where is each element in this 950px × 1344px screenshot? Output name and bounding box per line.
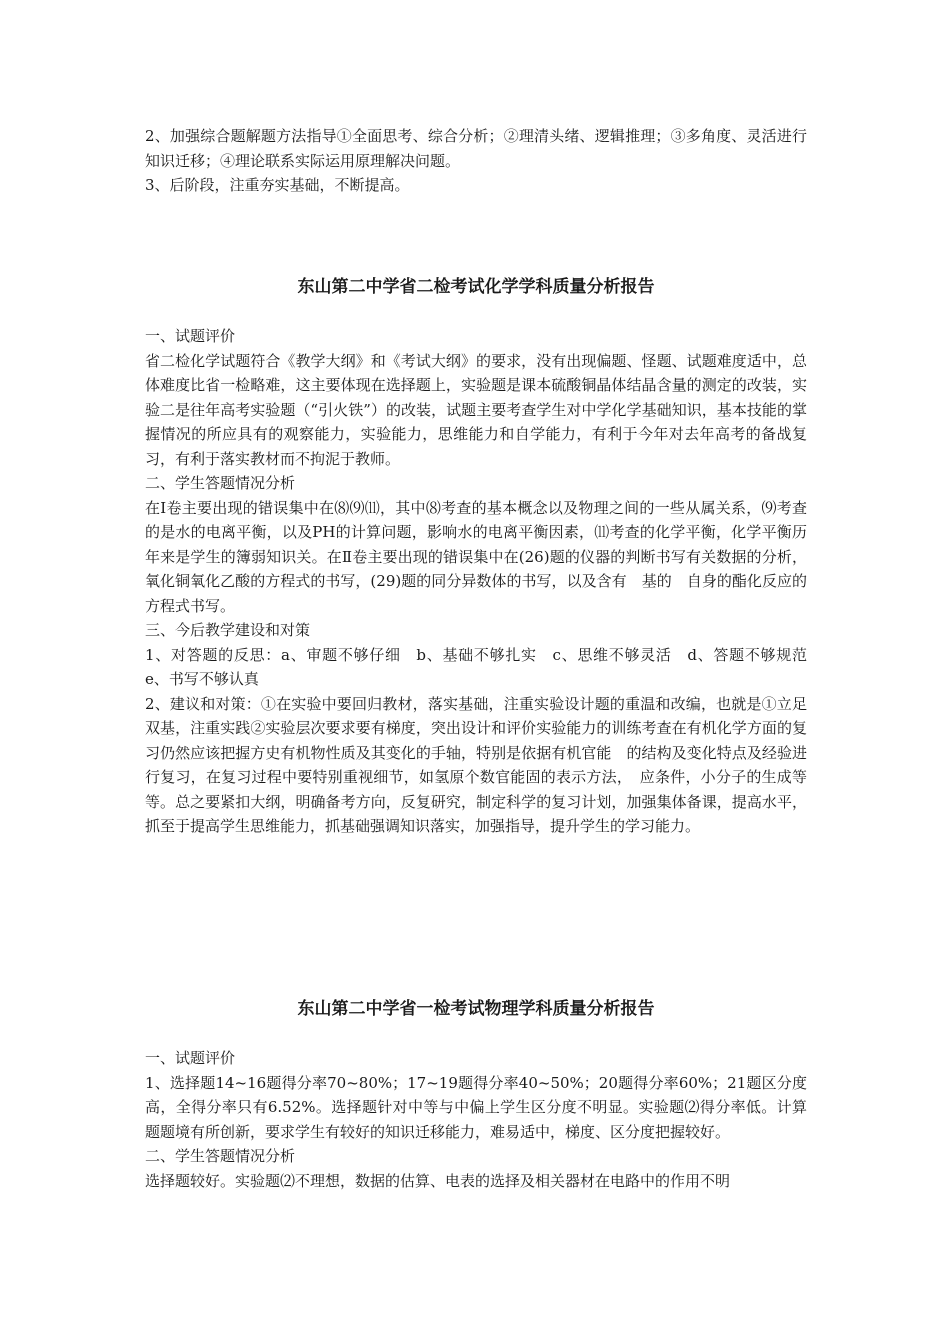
physics-report-title: 东山第二中学省一检考试物理学科质量分析报告 [297, 999, 655, 1019]
paragraph: 在Ⅰ卷主要出现的错误集中在⑻⑼⑾，其中⑻考查的基本概念以及物理之间的一些从属关系，⑼考查的是水的电离平衡，以及PH的计算问题，影响水的电离平衡因素，⑾考查的化学平衡，化学平衡历年来是学生的簿弱知识关。在Ⅱ卷主要出现的错误集中在(26)题的仪器的判断书写有关数据的分析，氧化铜氧化乙酸的方程式的书写，(29)题的同分异数体的书写，以及含有 基的 自身的酯化反应的方程式书写。 [145, 498, 807, 615]
paragraph: 2、加强综合题解题方法指导①全面思考、综合分析；②理清头绪、逻辑推理；③多角度、灵活进行知识迁移；④理论联系实际运用原理解决问题。 [145, 127, 807, 170]
section-heading: 一、试题评价 [145, 1049, 236, 1067]
section-heading: 二、学生答题情况分析 [145, 474, 296, 492]
paragraph: 1、选择题14~16题得分率70~80%；17~19题得分率40~50%；20题得分率60%；21题区分度高，全得分率只有6.52%。选择题针对中等与中偏上学生区分度不明显。实验题⑵得分率低。计算题题境有所创新，要求学生有较好的知识迁移能力，难易适中，梯度、区分度把握较好。 [145, 1073, 807, 1141]
paragraph: 2、建议和对策：①在实验中要回归教材，落实基础，注重实验设计题的重温和改编，也就是①立足双基，注重实践②实验层次要求要有梯度，突出设计和评价实验能力的训练考查在有机化学方面的复习仍然应该把握方史有机物性质及其变化的手轴，特别是依据有机官能 的结构及变化特点及经验进行复习，在复习过程中要特别重视细节，如氢原个数官能固的表示方法， 应条件，小分子的生成等等。总之要紧扣大纲，明确备考方向，反复研究，制定科学的复习计划，加强集体备课，提高水平，抓至于提高学生思维能力，抓基础强调知识落实，加强指导，提升学生的学习能力。 [145, 694, 807, 835]
paragraph: 3、后阶段，注重夯实基础，不断提高。 [145, 176, 410, 194]
physics-report-body [145, 1046, 807, 1193]
paragraph: 选择题较好。实验题⑵不理想，数据的估算、电表的选择及相关器材在电路中的作用不明 [145, 1171, 731, 1190]
section-heading: 二、学生答题情况分析 [145, 1147, 296, 1165]
paragraph: 1、对答题的反思：a、审题不够仔细 b、基础不够扎实 c、思维不够灵活 d、答题不够规范 e、书写不够认真 [145, 645, 823, 688]
section-heading: 一、试题评价 [145, 327, 236, 345]
chemistry-report-body [145, 324, 823, 839]
chemistry-report-title: 东山第二中学省二检考试化学学科质量分析报告 [297, 277, 655, 297]
paragraph: 省二检化学试题符合《教学大纲》和《考试大纲》的要求，没有出现偏题、怪题、试题难度适中，总体难度比省一检略难，这主要体现在选择题上，实验题是课本硫酸铜晶体结晶含量的测定的改装，实验二是往年高考实验题（“引火铁”）的改装，试题主要考查学生对中学化学基础知识，基本技能的掌握情况的所应具有的观察能力，实验能力，思维能力和自学能力，有利于今年对去年高考的备战复习，有利于落实教材而不拘泥于教师。 [145, 351, 807, 468]
section-heading: 三、今后教学建设和对策 [145, 621, 311, 639]
continued-section [145, 124, 807, 198]
